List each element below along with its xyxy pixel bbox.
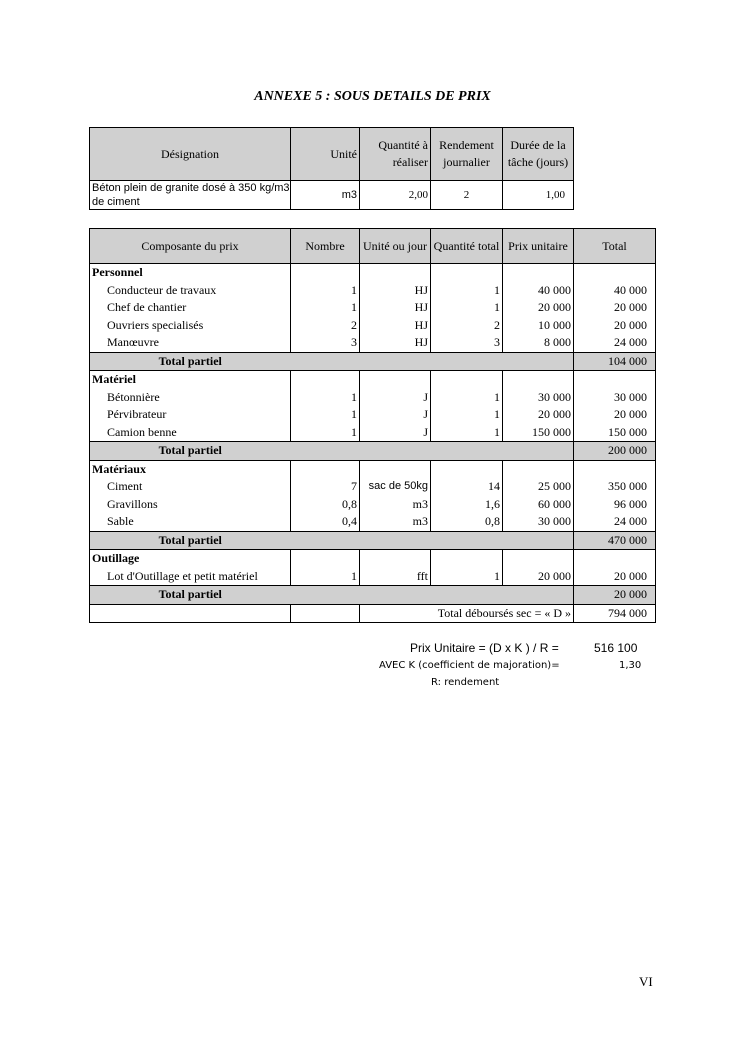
row-prix: 20 000 (503, 299, 574, 317)
row-nombre: 0,8 (291, 496, 360, 514)
table-row (90, 299, 656, 317)
unite-cell: m3 (291, 181, 360, 210)
section-title: Outillage (90, 550, 291, 568)
row-nombre: 0,4 (291, 513, 360, 531)
task-summary-row (90, 181, 574, 210)
row-nombre: 1 (291, 299, 360, 317)
row-quantite: 1 (431, 389, 503, 407)
subtotal-row-materiaux (90, 531, 656, 550)
rendement-cell: 2 (431, 181, 503, 210)
row-quantite: 1 (431, 282, 503, 300)
row-quantite: 1 (431, 424, 503, 442)
grand-total-row (90, 604, 656, 623)
row-nombre: 2 (291, 317, 360, 335)
row-prix: 20 000 (503, 568, 574, 586)
row-total: 20 000 (574, 568, 656, 586)
price-breakdown-table (89, 228, 656, 623)
row-label: Pérvibrateur (90, 406, 291, 424)
section-materiel (90, 371, 656, 389)
table-row (90, 334, 656, 352)
row-quantite: 1 (431, 568, 503, 586)
row-label: Ciment (90, 478, 291, 496)
row-prix: 30 000 (503, 513, 574, 531)
row-label: Chef de chantier (90, 299, 291, 317)
header-prix-unitaire: Prix unitaire (503, 229, 574, 264)
row-prix: 20 000 (503, 406, 574, 424)
table-row (90, 389, 656, 407)
table-row (90, 478, 656, 496)
header-quantite: Quantité à réaliser (360, 128, 431, 181)
designation-cell: Béton plein de granite dosé à 350 kg/m3 de ciment (90, 181, 291, 210)
unit-price-value: 516 100 (594, 641, 638, 655)
row-nombre: 1 (291, 389, 360, 407)
row-label: Manœuvre (90, 334, 291, 352)
row-label: Conducteur de travaux (90, 282, 291, 300)
row-nombre: 1 (291, 406, 360, 424)
row-total: 20 000 (574, 317, 656, 335)
row-total: 24 000 (574, 513, 656, 531)
row-nombre: 1 (291, 424, 360, 442)
row-prix: 8 000 (503, 334, 574, 352)
row-prix: 60 000 (503, 496, 574, 514)
section-title: Matériel (90, 371, 291, 389)
table-row (90, 513, 656, 531)
row-unite: J (360, 406, 431, 424)
row-unite: HJ (360, 334, 431, 352)
section-title: Personnel (90, 264, 291, 282)
table-row (90, 317, 656, 335)
row-total: 350 000 (574, 478, 656, 496)
row-label: Bétonnière (90, 389, 291, 407)
breakdown-header-row (90, 229, 656, 264)
row-prix: 150 000 (503, 424, 574, 442)
subtotal-label: Total partiel (90, 531, 291, 550)
header-unite-jour: Unité ou jour (360, 229, 431, 264)
section-personnel (90, 264, 656, 282)
subtotal-row-materiel (90, 442, 656, 461)
coefficient-label: AVEC K (coefficient de majoration)= (379, 660, 560, 671)
row-quantite: 1 (431, 406, 503, 424)
header-composante: Composante du prix (90, 229, 291, 264)
row-label: Gravillons (90, 496, 291, 514)
table-row (90, 424, 656, 442)
table-row (90, 282, 656, 300)
table-row (90, 568, 656, 586)
row-unite: HJ (360, 299, 431, 317)
subtotal-value: 470 000 (574, 531, 656, 550)
row-nombre: 7 (291, 478, 360, 496)
row-quantite: 0,8 (431, 513, 503, 531)
row-total: 20 000 (574, 299, 656, 317)
row-quantite: 3 (431, 334, 503, 352)
header-designation: Désignation (90, 128, 291, 181)
quantite-cell: 2,00 (360, 181, 431, 210)
row-quantite: 2 (431, 317, 503, 335)
row-label: Ouvriers specialisés (90, 317, 291, 335)
header-total: Total (574, 229, 656, 264)
row-total: 96 000 (574, 496, 656, 514)
subtotal-value: 104 000 (574, 352, 656, 371)
row-quantite: 1 (431, 299, 503, 317)
row-total: 20 000 (574, 406, 656, 424)
subtotal-value: 20 000 (574, 586, 656, 605)
subtotal-label: Total partiel (90, 586, 291, 605)
task-summary-table (89, 127, 574, 210)
task-summary-header-row (90, 128, 574, 181)
header-duree: Durée de la tâche (jours) (503, 128, 574, 181)
row-unite: m3 (360, 496, 431, 514)
header-nombre: Nombre (291, 229, 360, 264)
subtotal-label: Total partiel (90, 442, 291, 461)
coefficient-value: 1,30 (619, 660, 642, 671)
section-outillage (90, 550, 656, 568)
row-nombre: 1 (291, 282, 360, 300)
unit-price-formula: Prix Unitaire = (D x K ) / R = (410, 641, 559, 655)
row-quantite: 1,6 (431, 496, 503, 514)
row-unite: HJ (360, 282, 431, 300)
header-unite: Unité (291, 128, 360, 181)
grand-total-label: Total déboursés sec = « D » (360, 604, 574, 623)
row-unite: J (360, 424, 431, 442)
subtotal-row-outillage (90, 586, 656, 605)
row-quantite: 14 (431, 478, 503, 496)
row-unite: fft (360, 568, 431, 586)
row-label: Sable (90, 513, 291, 531)
subtotal-label: Total partiel (90, 352, 291, 371)
page-number: VI (639, 974, 653, 989)
row-unite: J (360, 389, 431, 407)
row-unite: sac de 50kg (360, 478, 431, 496)
section-materiaux (90, 460, 656, 478)
table-row (90, 406, 656, 424)
grand-total-value: 794 000 (574, 604, 656, 623)
row-total: 40 000 (574, 282, 656, 300)
row-nombre: 1 (291, 568, 360, 586)
page-title: ANNEXE 5 : SOUS DETAILS DE PRIX (254, 89, 491, 104)
subtotal-value: 200 000 (574, 442, 656, 461)
row-prix: 25 000 (503, 478, 574, 496)
section-title: Matériaux (90, 460, 291, 478)
row-unite: m3 (360, 513, 431, 531)
header-rendement: Rendement journalier (431, 128, 503, 181)
row-label: Camion benne (90, 424, 291, 442)
row-prix: 30 000 (503, 389, 574, 407)
row-prix: 40 000 (503, 282, 574, 300)
row-total: 150 000 (574, 424, 656, 442)
header-quantite-total: Quantité total (431, 229, 503, 264)
row-total: 30 000 (574, 389, 656, 407)
row-label: Lot d'Outillage et petit matériel (90, 568, 291, 586)
table-row (90, 496, 656, 514)
row-prix: 10 000 (503, 317, 574, 335)
rendement-label: R: rendement (431, 677, 500, 688)
duree-cell: 1,00 (503, 181, 574, 210)
row-nombre: 3 (291, 334, 360, 352)
row-unite: HJ (360, 317, 431, 335)
subtotal-row-personnel (90, 352, 656, 371)
row-total: 24 000 (574, 334, 656, 352)
